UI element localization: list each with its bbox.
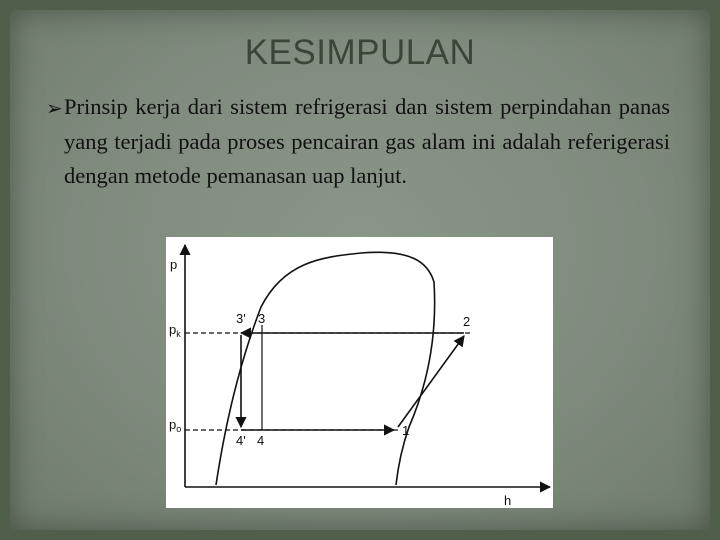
pk-label: p xyxy=(169,322,177,337)
point-4-label: 4 xyxy=(257,433,265,448)
bullet-arrow-icon: ➢ xyxy=(46,96,63,120)
point-2-label: 2 xyxy=(463,314,471,329)
svg-text:po xyxy=(169,417,181,434)
point-1-label: 1 xyxy=(402,423,410,438)
y-axis-label: p xyxy=(170,257,178,272)
x-axis-label: h xyxy=(504,493,512,508)
slide-title: KESIMPULAN xyxy=(244,33,476,72)
pk-label-sub: k xyxy=(176,329,181,339)
po-label-sub: o xyxy=(176,424,182,434)
saturation-dome-curve xyxy=(216,252,435,485)
point-4-prime-label: 4' xyxy=(236,433,246,448)
bullet-text: Prinsip kerja dari sistem refrigerasi dan sistem perpindahan panas yang terjadi pada proses pencairan gas alam ini adalah referigerasi dengan metode pemanasan uap lanjut. xyxy=(64,94,670,188)
po-label: p xyxy=(169,417,177,432)
point-3-label: 3 xyxy=(258,311,266,326)
point-3-prime-label: 3' xyxy=(236,311,246,326)
svg-text:pk xyxy=(169,322,181,339)
ph-diagram xyxy=(166,237,553,508)
